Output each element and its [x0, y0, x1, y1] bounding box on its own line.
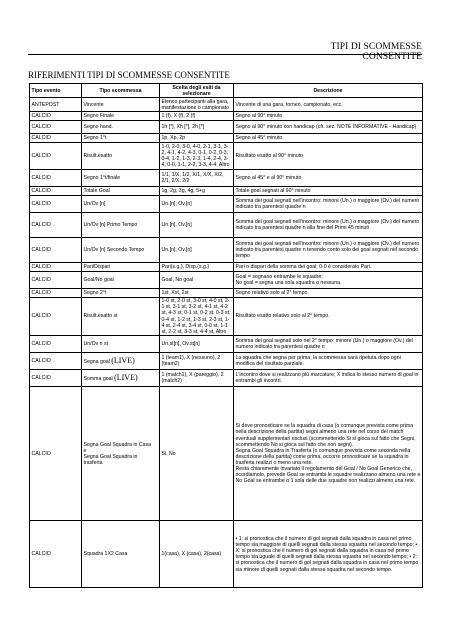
- table-row: [30, 237, 423, 262]
- cell-tipo-evento: CALCIO: [30, 297, 82, 336]
- cell-tipo-scommessa: Segno 1°t/finale: [82, 169, 160, 186]
- cell-tipo-evento: CALCIO: [30, 212, 82, 237]
- cell-scelta-esiti: 1-0 st, 2-0 st, 3-0 st, 4-0 st, 2-1 st, 3-1 st, 3-2 st, 4-1 st, 4-2 st, 4-3 st, 0-1 st, 0-2 st, 0-3 st, 0-4 st, 1-2 st, 1-3 st, 2-3 st, 1-4 st, 2-4 st, 3-4 st, 0-0 st, 1-1 st, 2-2 st, 3-3 st, 4-4 st, Altro: [160, 297, 234, 336]
- cell-tipo-evento: ANTEPOST: [30, 98, 82, 112]
- cell-descrizione: Somma dei goal segnati nell'incontro: minore (Un.) o maggiore (Ov.) del numero indicato tra parentesi quadre n: [234, 195, 423, 212]
- table-row: [30, 186, 423, 195]
- cell-descrizione: • 1: si pronostica che il numero di gol segnati dalla squadra in casa nel primo tempo sia maggiore di quelli segnati dalla stessa squadra nel secondo tempo; • X: si pronostica che il numero di gol segnati dalla squadra in casa nel primo tempo sia uguale di quelli segnati dalla stessa squadra nel secondo tempo; • 2: si pronostica che il numero di gol segnati dalla squadra in casa nel primo tempo sia minore di quelli segnati dalla stessa squadra nel secondo tempo.: [234, 521, 423, 588]
- cell-tipo-scommessa: Un/Ov [n] Primo Tempo: [82, 212, 160, 237]
- table-row: [30, 195, 423, 212]
- cell-tipo-evento: CALCIO: [30, 121, 82, 134]
- cell-scelta-esiti: Pari(s.g.), Disp.(s.g.): [160, 262, 234, 271]
- cell-scelta-esiti: 1st, Xst, 2st: [160, 288, 234, 297]
- cell-descrizione: Segno al 45° e al 90° minuto: [234, 169, 423, 186]
- table-row: [30, 288, 423, 297]
- cell-descrizione: Pari o dispari della somma dei goal; 0-0 è considerato Pari.: [234, 262, 423, 271]
- live-badge: (LIVE): [114, 373, 138, 383]
- cell-tipo-scommessa: Un/Ov [n] Secondo Tempo: [82, 237, 160, 262]
- cell-tipo-evento: CALCIO: [30, 112, 82, 121]
- cell-tipo-evento: CALCIO: [30, 237, 82, 262]
- cell-scelta-esiti: Si, No: [160, 387, 234, 521]
- cell-tipo-evento: CALCIO: [30, 186, 82, 195]
- cell-scelta-esiti: 1 (team1), X (nessuno), 2 (team2): [160, 353, 234, 370]
- cell-tipo-scommessa: Segno hand.: [82, 121, 160, 134]
- cell-tipo-scommessa: Risult.esatto: [82, 143, 160, 169]
- cell-descrizione: Goal = segnano entrambe le squadre; No goal = segna una sola squadra o nessuna.: [234, 271, 423, 288]
- cell-scelta-esiti: 1/1, 1/X, 1/2, X/1, X/X, X/2, 2/1, 2/X, 2/2: [160, 169, 234, 186]
- cell-tipo-scommessa: Segna Goal Squadra in Casa e Segna Goal Squadra in trasferta: [82, 387, 160, 521]
- cell-tipo-evento: CALCIO: [30, 370, 82, 387]
- table-header-row: [30, 84, 423, 98]
- header-divider: [28, 54, 422, 55]
- cell-descrizione: Somma dei goal segnati nell'incontro: minore (Un.) o maggiore (Ov.) del numero indicato tra parentesi quadre n alla fine del Primi 45 minuti: [234, 212, 423, 237]
- cell-tipo-evento: CALCIO: [30, 288, 82, 297]
- table-row: [30, 112, 423, 121]
- cell-tipo-scommessa: Risult.esatto st: [82, 297, 160, 336]
- cell-scelta-esiti: 1p, Xp, 2p: [160, 134, 234, 143]
- cell-descrizione: Segno al 45° minuto: [234, 134, 423, 143]
- cell-descrizione: Segno al 90° minuto: [234, 112, 423, 121]
- cell-tipo-scommessa: Un/Ov [n]: [82, 195, 160, 212]
- table-row: [30, 297, 423, 336]
- cell-tipo-evento: CALCIO: [30, 336, 82, 353]
- cell-scelta-esiti: 1-0, 2-0, 3-0, 4-0, 2-1, 3-1, 3-2, 4-1, 4-2, 4-3, 0-1, 0-2, 0-3, 0-4, 1-2, 1-3, 2-3, 1-4, 2-4, 3-4, 0-0, 1-1, 2-2, 3-3, 4-4, Altro: [160, 143, 234, 169]
- header-descrizione: Descrizione: [234, 84, 423, 98]
- table-row: [30, 262, 423, 271]
- cell-scelta-esiti: Un.st[n], Ov.st[n]: [160, 336, 234, 353]
- cell-scelta-esiti: Elenco partecipanti alla gara, manifestazione o campionato: [160, 98, 234, 112]
- table-row: [30, 353, 423, 370]
- live-badge: (LIVE): [111, 356, 135, 366]
- header-scelta-esiti: Scelta degli esiti da selezionare: [160, 84, 234, 98]
- cell-tipo-evento: CALCIO: [30, 134, 82, 143]
- table-row: [30, 134, 423, 143]
- cell-tipo-scommessa: Pari/Dispari: [82, 262, 160, 271]
- cell-tipo-scommessa: Un/Ov n st: [82, 336, 160, 353]
- cell-descrizione: Vincente di una gara, torneo, campionato, ecc.: [234, 98, 423, 112]
- cell-tipo-scommessa: Vincente: [82, 98, 160, 112]
- cell-tipo-evento: CALCIO: [30, 262, 82, 271]
- cell-scelta-esiti: 1h [*], Xh [*], 2h [*]: [160, 121, 234, 134]
- table-row: [30, 98, 423, 112]
- cell-scelta-esiti: Un.[n], Ov.[n]: [160, 195, 234, 212]
- table-row: [30, 271, 423, 288]
- cell-tipo-evento: CALCIO: [30, 521, 82, 588]
- cell-descrizione: Risultato esatto relativo solo al 2° tempo.: [234, 297, 423, 336]
- cell-scelta-esiti: 1 (f), X (f), 2 (f): [160, 112, 234, 121]
- table-row: [30, 336, 423, 353]
- cell-scelta-esiti: Un.[n], Ov.[n]: [160, 212, 234, 237]
- cell-tipo-scommessa: Segno 2°t: [82, 288, 160, 297]
- header-tipo-scommessa: Tipo scommessa: [82, 84, 160, 98]
- cell-tipo-scommessa: Totale Goal: [82, 186, 160, 195]
- cell-scelta-esiti: 1 (match1), X (pareggio), 2 (match2): [160, 370, 234, 387]
- tipo-scommessa-label: Segna goal: [83, 359, 110, 366]
- table-row: [30, 143, 423, 169]
- cell-descrizione: Somma dei goal segnati solo nel 2° tempo: minore (Un.) o maggiore (Ov.) del numero indicato tra parentesi quadre n: [234, 336, 423, 353]
- cell-descrizione: Segno al 90° minuto con handicap (cfr. sez. NOTE INFORMATIVE - Handicap): [234, 121, 423, 134]
- cell-descrizione: Somma dei goal segnati nell'incontro: minore (Un.) o maggiore (Ov.) del numero indicato tra parentesi quadre n tenendo conto solo dei goal segnati nel secondo tempo: [234, 237, 423, 262]
- bet-types-table: [29, 83, 423, 588]
- cell-tipo-evento: CALCIO: [30, 353, 82, 370]
- tipo-scommessa-label: Somma goal: [83, 376, 113, 383]
- cell-tipo-evento: CALCIO: [30, 169, 82, 186]
- cell-descrizione: L'incontro dove si realizzano più marcature; X indica lo stesso numero di goal in entrambi gli incontri.: [234, 370, 423, 387]
- cell-tipo-scommessa: Segno 1°t: [82, 134, 160, 143]
- cell-descrizione: La squadra che segna per prima; la scommessa sarà ripetuta dopo ogni modifica del risultato parziale.: [234, 353, 423, 370]
- cell-tipo-scommessa: Segno Finale: [82, 112, 160, 121]
- cell-tipo-scommessa: [82, 353, 160, 370]
- cell-scelta-esiti: 1g, 2g, 3g, 4g, 5+g: [160, 186, 234, 195]
- table-row: [30, 121, 423, 134]
- cell-scelta-esiti: 1(casa), X (casa), 2(casa): [160, 521, 234, 588]
- cell-scelta-esiti: Goal, No goal: [160, 271, 234, 288]
- table-row: [30, 370, 423, 387]
- page-header-title: TIPI DI SCOMMESSE CONSENTITE: [330, 42, 422, 62]
- cell-descrizione: Risultato esatto al 90° minuto: [234, 143, 423, 169]
- table-row: [30, 387, 423, 521]
- cell-tipo-scommessa: Goal/No goal: [82, 271, 160, 288]
- table-row: [30, 212, 423, 237]
- cell-descrizione: Totale goal segnati al 90° minuto: [234, 186, 423, 195]
- cell-tipo-scommessa: Squadra 1X2 Casa: [82, 521, 160, 588]
- cell-tipo-evento: CALCIO: [30, 143, 82, 169]
- header-tipo-evento: Tipo evento: [30, 84, 82, 98]
- section-title: RIFERIMENTI TIPI DI SCOMMESSE CONSENTITE: [28, 70, 230, 80]
- cell-descrizione: Segno relativo solo al 2° tempo.: [234, 288, 423, 297]
- cell-scelta-esiti: Un.[n], Ov.[n]: [160, 237, 234, 262]
- table-row: [30, 521, 423, 588]
- cell-tipo-evento: CALCIO: [30, 271, 82, 288]
- table-row: [30, 169, 423, 186]
- cell-tipo-evento: CALCIO: [30, 387, 82, 521]
- cell-descrizione: Si deve pronosticare se la squadra di casa (o comunque prevista come prima nella descrizione della partita) segni almeno una rete nel corso del match eventuali supplementari esclusi (scommettendo Si si gioca sul fatto che Segni, scommettendo No si gioca sul fatto che non segni). Segna Goal Squadra in Trasferta (o comunque prevista come seconda nella descrizione della partita) come prima, occorre pronosticare se la squadra in trasferta realizzi o meno una rete. Resta chiaramente invariato il regolamento del Goal / No Goal Generico che, ricordiamolo, prevede Goal se entrambi le squadre realizzano almeno una rete e No Goal se entrambe o 1 sola delle due squadre non realizzi almeno una rete.: [234, 387, 423, 521]
- cell-tipo-evento: CALCIO: [30, 195, 82, 212]
- cell-tipo-scommessa: [82, 370, 160, 387]
